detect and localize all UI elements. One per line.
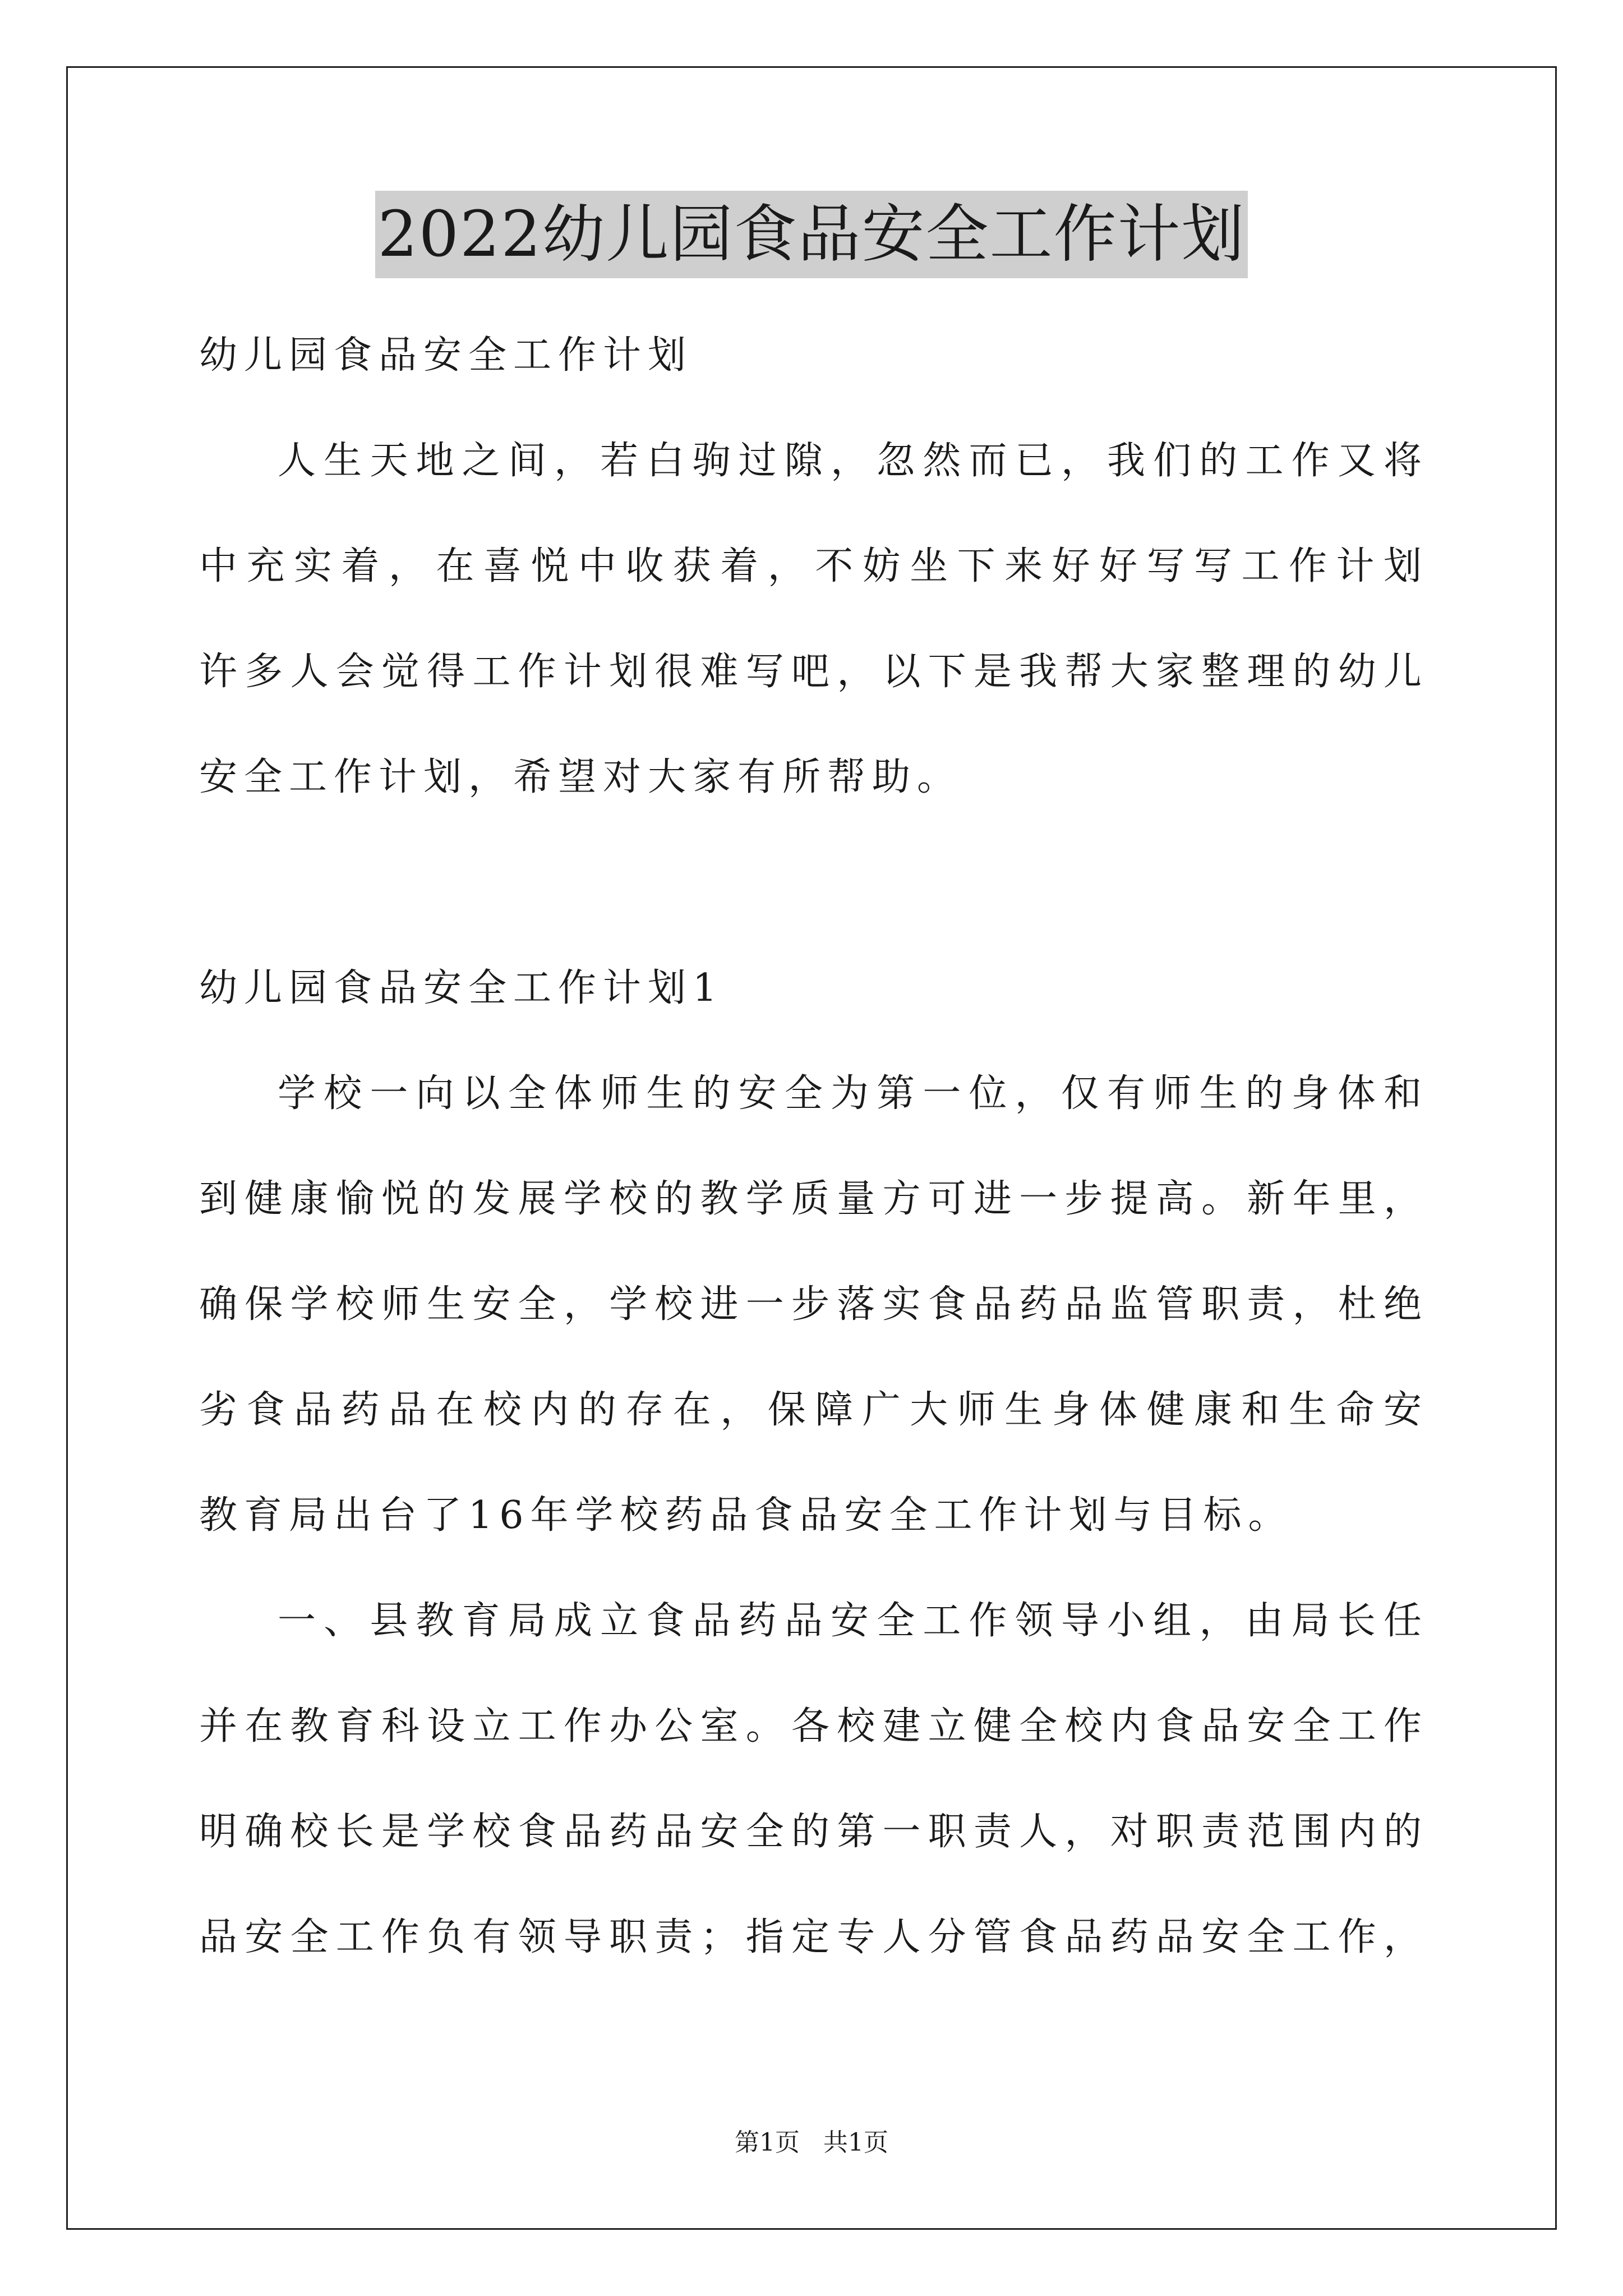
page-footer: 第1页 共1页 — [735, 2128, 888, 2157]
section-heading: 幼儿园食品安全工作计划 — [199, 333, 693, 378]
paragraph-line: 安全工作计划，希望对大家有所帮助。 — [199, 755, 962, 799]
paragraph-line: 许多人会觉得工作计划很难写吧，以下是我帮大家整理的幼儿 — [199, 650, 1428, 694]
paragraph-line: 并在教育科设立工作办公室。各校建立健全校内食品安全工作 — [199, 1704, 1428, 1749]
paragraph-line: 学校一向以全体师生的安全为第一位，仅有师生的身体和 — [278, 1071, 1428, 1116]
paragraph-line: 明确校长是学校食品药品安全的第一职责人，对职责范围内的 — [199, 1810, 1428, 1854]
blank-line — [199, 830, 1428, 936]
document-title: 2022幼儿园食品安全工作计划 — [375, 191, 1247, 278]
paragraph-line: 中充实着，在喜悦中收获着，不妨坐下来好好写写工作计划 — [199, 544, 1428, 588]
document-body — [199, 303, 1428, 1990]
paragraph-line: 一、县教育局成立食品药品安全工作领导小组，由局长任 — [278, 1599, 1428, 1643]
paragraph-line: 确保学校师生安全，学校进一步落实食品药品监管职责，杜绝 — [199, 1282, 1428, 1327]
paragraph-line: 劣食品药品在校内的存在，保障广大师生身体健康和生命安 — [199, 1388, 1428, 1432]
paragraph-line: 人生天地之间，若白驹过隙，忽然而已，我们的工作又将 — [278, 439, 1428, 483]
title-container — [0, 191, 1623, 278]
paragraph-line: 品安全工作负有领导职责；指定专人分管食品药品安全工作， — [199, 1915, 1428, 1959]
paragraph-line: 到健康愉悦的发展学校的教学质量方可进一步提高。新年里， — [199, 1177, 1428, 1221]
paragraph-line: 教育局出台了16年学校药品食品安全工作计划与目标。 — [199, 1493, 1293, 1538]
section-heading: 幼儿园食品安全工作计划1 — [199, 966, 724, 1010]
